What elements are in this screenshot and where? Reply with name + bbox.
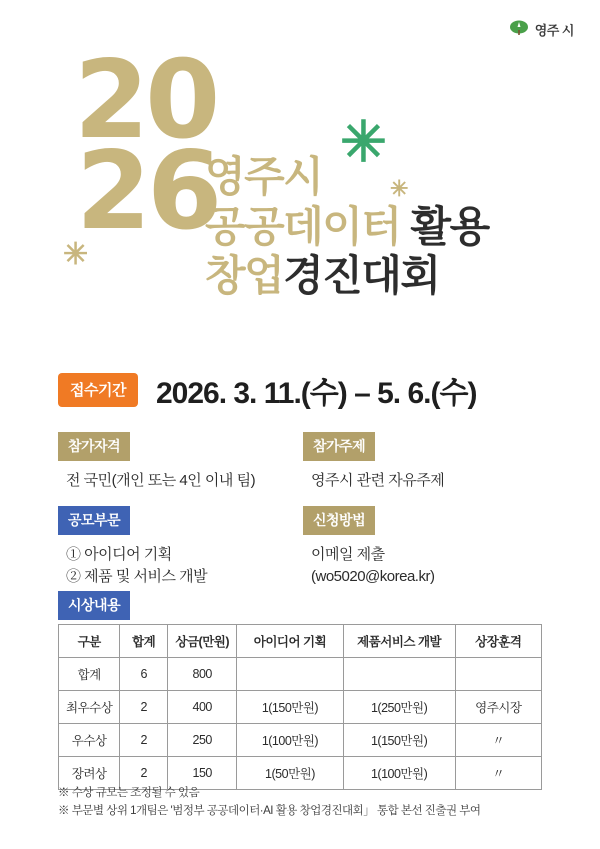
cell-2-4: 1(150만원) <box>343 724 455 757</box>
hero-line-2-b: 활용 <box>410 202 489 250</box>
cell-1-0: 최우수상 <box>59 691 120 724</box>
year-top: 20 <box>74 38 217 163</box>
info-theme-body: 영주시 관련 자유주제 <box>311 472 445 489</box>
sparkle-left-icon: ✳ <box>63 238 89 271</box>
application-period-badge: 접수기간 <box>58 373 138 407</box>
cell-3-0: 장려상 <box>59 757 120 790</box>
hero-line-2 <box>205 202 489 250</box>
cell-0-4 <box>343 658 455 691</box>
info-apply-body <box>303 535 548 588</box>
info-theme-title: 참가주제 <box>303 432 375 461</box>
cell-0-3 <box>237 658 343 691</box>
cell-2-3: 1(100만원) <box>237 724 343 757</box>
table-row <box>59 691 542 724</box>
info-apply <box>303 506 548 594</box>
cell-0-0: 합계 <box>59 658 120 691</box>
cell-3-5: 〃 <box>455 757 541 790</box>
cell-3-2: 150 <box>168 757 237 790</box>
cell-1-3: 1(150만원) <box>237 691 343 724</box>
info-category <box>58 506 303 594</box>
info-category-title: 공모부문 <box>58 506 130 535</box>
awards-col-3: 아이디어 기획 <box>237 625 343 658</box>
info-category-line-1: ① 아이디어 기획 <box>66 545 172 563</box>
awards-col-0: 구분 <box>59 625 120 658</box>
cell-1-2: 400 <box>168 691 237 724</box>
hero-line-1 <box>205 155 489 199</box>
footnote-1: ※ 수상 규모는 조정될 수 있음 <box>58 787 200 799</box>
cell-1-4: 1(250만원) <box>343 691 455 724</box>
info-apply-line-1: 이메일 제출 <box>311 545 385 563</box>
cell-0-5 <box>455 658 541 691</box>
awards-table <box>58 624 542 790</box>
info-apply-email: (wo5020@korea.kr) <box>311 567 435 585</box>
year-bottom: 26 <box>76 128 219 254</box>
hero-line-2-a: 공공데이터 <box>205 202 411 250</box>
application-period-value: 2026. 3. 11.(수) – 5. 6.(수) <box>155 377 477 410</box>
cell-1-5: 영주시장 <box>455 691 541 724</box>
cell-1-1: 2 <box>120 691 168 724</box>
cell-3-3: 1(50만원) <box>237 757 343 790</box>
info-section <box>58 432 548 593</box>
cell-3-4: 1(100만원) <box>343 757 455 790</box>
hero-line-3-b: 경진대회 <box>283 252 440 300</box>
cell-2-2: 250 <box>168 724 237 757</box>
cell-0-2: 800 <box>168 658 237 691</box>
hero-line-3 <box>205 254 489 298</box>
hero-title <box>205 155 489 298</box>
info-eligibility-title: 참가자격 <box>58 432 130 461</box>
year-display <box>74 38 219 254</box>
hero-section <box>0 38 600 340</box>
awards-col-5: 상장훈격 <box>455 625 541 658</box>
awards-title: 시상내용 <box>58 591 130 620</box>
info-category-body <box>58 535 303 588</box>
info-eligibility-body: 전 국민(개인 또는 4인 이내 팀) <box>66 472 256 489</box>
application-period <box>58 368 476 412</box>
info-category-line-2: ② 제품 및 서비스 개발 <box>66 567 208 585</box>
table-row <box>59 724 542 757</box>
city-logo <box>508 18 574 40</box>
info-theme <box>303 432 548 506</box>
cell-2-0: 우수상 <box>59 724 120 757</box>
awards-col-2: 상금(만원) <box>168 625 237 658</box>
cell-3-1: 2 <box>120 757 168 790</box>
awards-header <box>58 591 130 620</box>
awards-table-header-row <box>59 625 542 658</box>
cell-0-1: 6 <box>120 658 168 691</box>
hero-line-1-text: 영주시 <box>205 153 323 200</box>
cell-2-1: 2 <box>120 724 168 757</box>
awards-col-4: 제품서비스 개발 <box>343 625 455 658</box>
info-apply-title: 신청방법 <box>303 506 375 535</box>
table-row <box>59 658 542 691</box>
hero-line-3-a: 창업 <box>205 252 284 300</box>
tree-logo-icon <box>508 18 530 40</box>
sparkle-icon: ✳ <box>340 110 387 173</box>
info-eligibility <box>58 432 303 506</box>
sparkle-small-icon: ✳ <box>390 176 409 201</box>
awards-col-1: 합계 <box>120 625 168 658</box>
city-logo-label: 영주 시 <box>534 22 574 38</box>
cell-2-5: 〃 <box>455 724 541 757</box>
footnote-2: ※ 부문별 상위 1개팀은 '범정부 공공데이터·AI 활용 창업경진대회」 통합 본선 진출권 부여 <box>58 805 481 818</box>
footnotes <box>58 784 558 821</box>
